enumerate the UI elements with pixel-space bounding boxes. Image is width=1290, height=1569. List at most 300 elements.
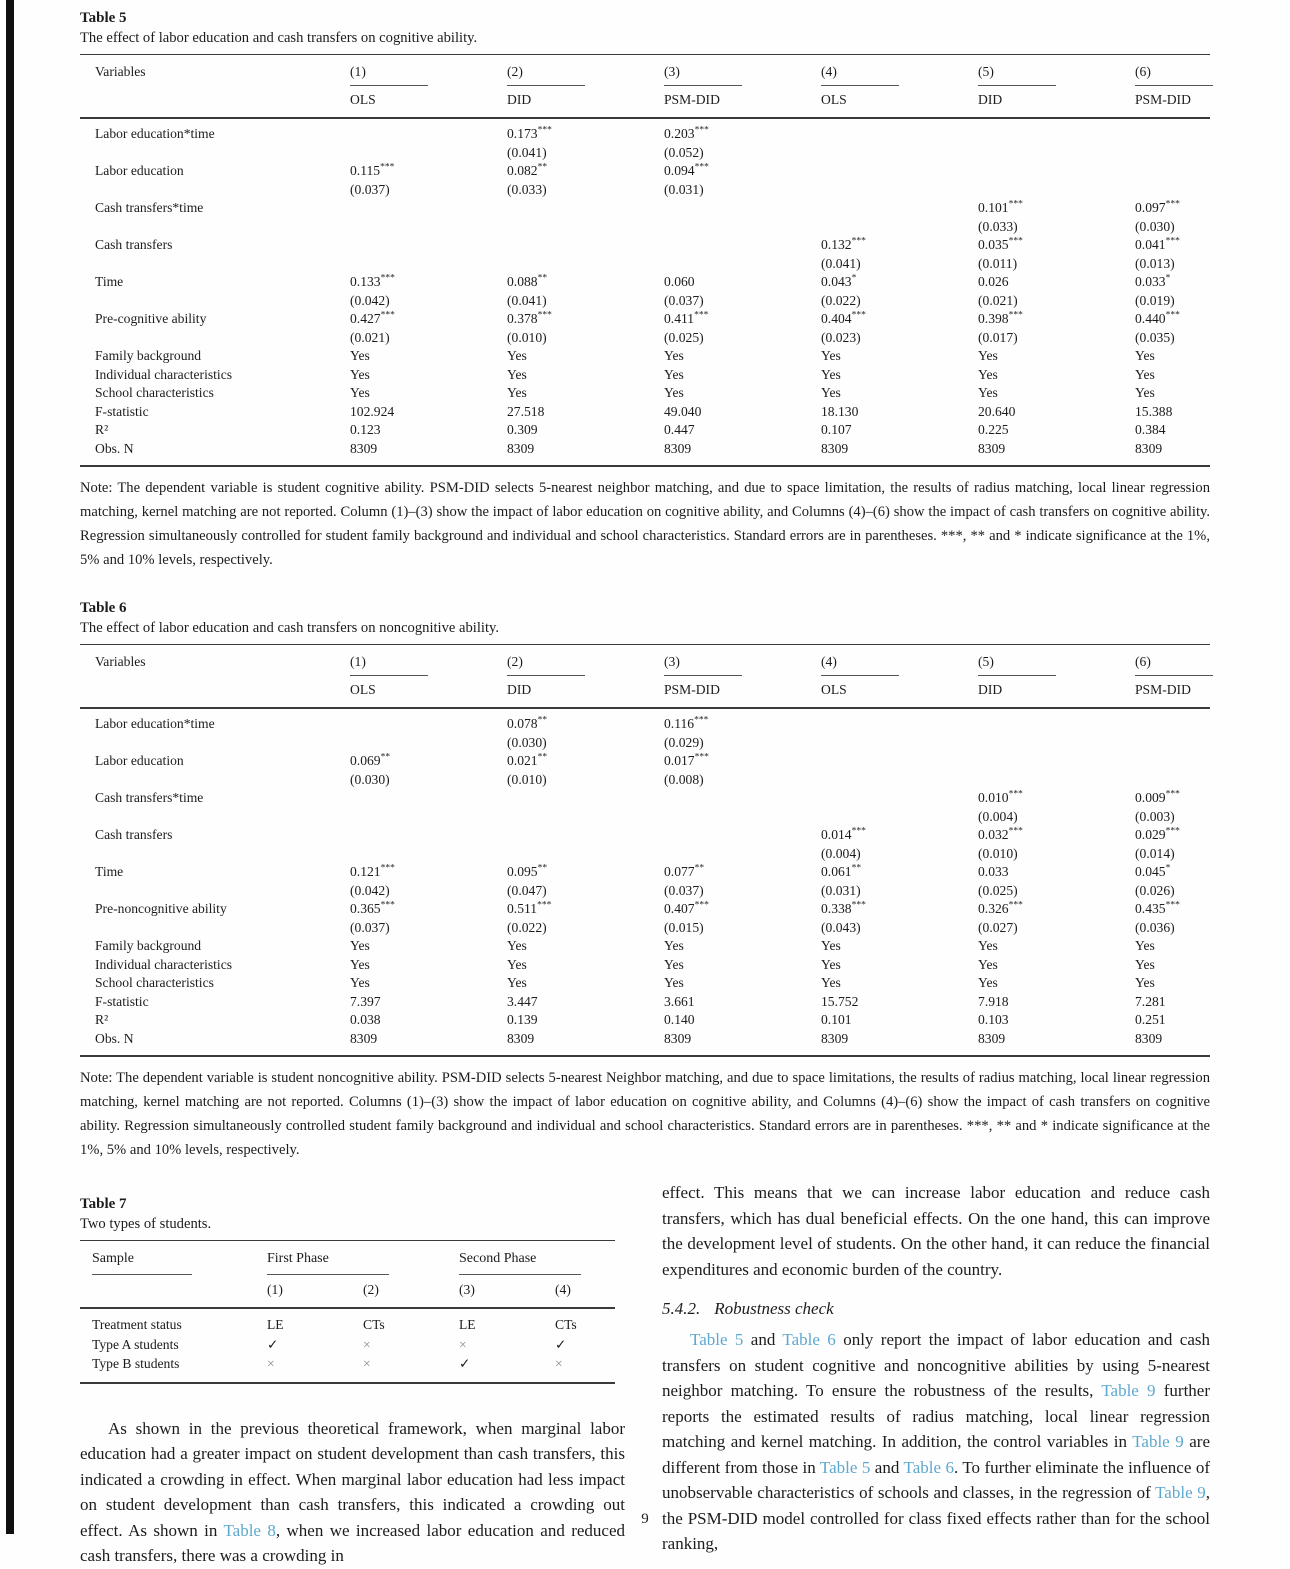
table-cell: 0.404*** [821,310,866,326]
table-cell: × [459,1336,467,1352]
column-method: OLS [350,682,376,697]
table-cell: 0.225 [978,422,1009,437]
table6-grid [80,644,1210,1057]
table-cell: 0.173*** [507,125,552,141]
table-cell: 0.060 [664,274,695,289]
table6-caption: The effect of labor education and cash transfers on noncognitive ability. [80,620,500,636]
row-label: F-statistic [95,993,149,1009]
table-cell: 0.378*** [507,310,552,326]
table-cell [664,845,821,864]
table6-header [80,645,1210,709]
table-cell: Yes [1135,348,1155,363]
table-cell [1135,125,1210,144]
column-number: (4) [821,63,899,86]
table-row [80,181,1210,200]
table-row [80,199,1210,218]
table-cell: (0.022) [821,292,861,308]
table-cell: Yes [821,938,841,953]
table-ref-link[interactable]: Table 5 [690,1330,744,1349]
table-cell: 0.338*** [821,900,866,916]
table5-section [80,8,1210,572]
table-cell: 7.397 [350,993,381,1009]
paragraph-text: are different from those in [662,1432,1210,1477]
table-cell [507,845,664,864]
column-number: (2) [507,63,585,86]
row-label: R² [95,422,109,437]
table-cell: (0.014) [1135,845,1175,861]
table-cell: (0.010) [507,329,547,345]
table-row [80,310,1210,329]
column-method: PSM-DID [1135,92,1191,107]
row-label: School characteristics [95,385,214,400]
row-label: Cash transfers*time [95,200,204,215]
table-cell [1135,162,1210,181]
column-number: (6) [1135,653,1213,676]
table-cell: Yes [664,938,684,953]
table-cell: LE [267,1317,284,1332]
table-row [80,845,1210,864]
table-cell: (0.052) [664,144,704,160]
table-cell: (0.030) [507,734,547,750]
table-cell: (0.037) [664,882,704,898]
table6-section [80,598,1210,1162]
table-cell [664,218,821,237]
table-cell: (0.041) [507,292,547,308]
table-cell: Yes [1135,975,1155,990]
table-cell: 0.033 [978,864,1009,879]
row-label: Individual characteristics [95,366,233,382]
table7-caption: Two types of students. [80,1216,212,1232]
table-cell: Yes [664,366,684,382]
table-cell: (0.010) [978,845,1018,861]
table-row [80,734,1210,753]
table-cell: 0.078** [507,715,548,731]
table-cell [350,218,507,237]
table-cell [978,181,1135,200]
table-cell [978,734,1135,753]
table-row [80,826,1210,845]
table-row [80,919,1210,938]
table-cell: 8309 [664,440,692,456]
table-cell [1135,181,1210,200]
table-cell [978,771,1135,790]
table-row [80,715,1210,734]
table-cell [350,826,507,845]
column-method: OLS [821,682,847,697]
table-cell: Yes [350,366,370,382]
table-cell: Yes [821,385,841,400]
table-cell [821,752,978,771]
table-cell: 8309 [1135,440,1163,456]
table-cell: Yes [821,975,841,990]
table5-body [80,119,1210,467]
table-cell: × [363,1356,371,1371]
table-cell [821,144,978,163]
table-row [80,144,1210,163]
table-cell: (0.021) [350,329,390,345]
table-cell [664,826,821,845]
table7-title: Table 7 [80,1196,127,1212]
table6-title: Table 6 [80,600,127,616]
table-row [80,1354,615,1374]
column-number: (5) [978,653,1056,676]
table-row [80,384,1210,403]
row-label: R² [95,1012,109,1027]
table-cell: 0.009*** [1135,789,1180,805]
table-row [80,863,1210,882]
table-row [80,366,1210,385]
column-method: OLS [350,92,376,107]
table-cell: 0.107 [821,422,852,437]
row-label: Pre-cognitive ability [95,311,207,326]
table-cell: 0.021** [507,752,548,768]
table-cell: (0.013) [1135,255,1175,271]
table-cell [978,125,1135,144]
table-cell: 0.017*** [664,752,709,768]
table-cell: 0.384 [1135,422,1166,437]
table-cell: ✓ [555,1336,567,1352]
body-paragraph-continuation: effect. This means that we can increase labor education and reduce cash transfers, which has dual beneficial effects. On the one hand, this can improve the development level of students. On the other hand, it can reduce the financial expenditures and economic burden of the country. [662,1183,1210,1279]
paragraph-text: and [870,1457,904,1477]
table-cell: Yes [821,348,841,363]
table6-note: Note: The dependent variable is student noncognitive ability. PSM-DID selects 5-nearest Neighbor matching, and due to space limitations, the results of radius matching, local linear regression matching, kernel matching are not reported. Columns (1)–(3) show the impact of labor education on cognitive ability, and Columns (4)–(6) show the impact of cash transfers on cognitive ability. Regression simultaneously controlled student family background and individual and school characteristics. Standard errors are in parentheses. ***, ** and * indicate significance at the 1%, 5% and 10% levels, respectively. [80,1070,1210,1158]
table-cell [821,808,978,827]
table-cell: 0.043* [821,273,857,289]
table-row [80,421,1210,440]
table-row [80,900,1210,919]
table-row [80,1335,615,1355]
table-cell: 8309 [350,1030,378,1046]
table-cell: 0.511*** [507,900,552,916]
row-label [95,771,350,790]
table-cell: (0.035) [1135,329,1175,345]
table-cell: 0.427*** [350,310,395,326]
table-cell: (0.047) [507,882,547,898]
table-row [80,329,1210,348]
row-label: Cash transfers [95,237,173,252]
table-cell: 0.032*** [978,826,1023,842]
table-row [80,125,1210,144]
table-cell: Yes [350,938,370,953]
table-cell: 8309 [821,440,849,456]
table-cell: 0.398*** [978,310,1023,326]
column-number: (3) [664,653,742,676]
table-cell [1135,715,1210,734]
table-cell [821,162,978,181]
row-label: Cash transfers*time [95,790,204,805]
table-cell [507,199,664,218]
table6-body [80,709,1210,1057]
table-cell: 0.045* [1135,863,1171,879]
table-cell [821,199,978,218]
table-cell: Yes [978,348,998,363]
row-label: School characteristics [95,975,214,990]
table-ref-link[interactable]: Table 6 [782,1330,836,1349]
row-label: Individual characteristics [95,956,233,972]
table-cell [350,845,507,864]
table-row [80,789,1210,808]
table-cell: (0.041) [821,255,861,271]
table-cell [1135,771,1210,790]
table-cell [664,789,821,808]
table-cell [1135,144,1210,163]
table-cell [821,181,978,200]
table-cell: 0.026 [978,274,1009,289]
table-cell: 8309 [978,440,1006,456]
paragraph-text: As shown in the previous theoretical framework, when marginal labor education had a greater impact on student development than cash transfers, this indicated a crowding in effect. When marginal labor education had less impact on student development than cash transfers, this indicated a crowding out effect. As shown in [80,1418,625,1540]
row-label [95,845,350,864]
table-cell: (0.017) [978,329,1018,345]
section-number: 5.4.2. [662,1299,701,1318]
paragraph-text: , the PSM-DID model controlled for class fixed effects rather than for the school ranking, [662,1483,1211,1553]
table-cell: 0.435*** [1135,900,1180,916]
table-cell: 0.014*** [821,826,866,842]
table-cell: Yes [1135,366,1155,382]
table-cell: 8309 [664,1030,692,1046]
column-number: (2) [507,653,585,676]
table-row [80,162,1210,181]
table-cell: (0.031) [664,181,704,197]
column-method: OLS [821,92,847,107]
table-ref-link[interactable]: Table 8 [223,1520,276,1540]
table-row [80,808,1210,827]
row-label: Time [95,864,124,879]
row-label: Type A students [92,1336,179,1352]
table-cell [664,199,821,218]
column-method: DID [978,92,1003,107]
column-method: DID [507,92,532,107]
body-paragraph-left [80,1416,625,1569]
table-cell: 0.010*** [978,789,1023,805]
table-cell [350,144,507,163]
table-ref-link[interactable]: Table 9 [1155,1483,1206,1502]
table-cell: 0.132*** [821,236,866,252]
row-label [95,329,350,348]
table-cell: 0.088** [507,273,548,289]
column-group-second-phase: Second Phase [459,1250,581,1275]
row-label [95,919,350,938]
table-cell: 15.388 [1135,403,1173,419]
table-cell: (0.043) [821,919,861,935]
table-cell: 102.924 [350,403,395,419]
row-label [95,144,350,163]
table-cell: 0.121*** [350,863,395,879]
paragraph-text: only report the impact of labor education and cash transfers on student cognitive and noncognitive abilities by using 5-nearest neighbor matching. To ensure the robustness of the results, [662,1330,1210,1400]
column-number: (5) [978,63,1056,86]
row-label: Family background [95,348,202,363]
table-cell [821,218,978,237]
table-cell [350,808,507,827]
row-label: Time [95,274,124,289]
table-cell [507,236,664,255]
table-cell: × [555,1356,563,1371]
table-cell: Yes [664,385,684,400]
section-heading [662,1296,1210,1321]
table-cell [821,125,978,144]
table-cell: 0.407*** [664,900,709,916]
column-number: (2) [363,1282,379,1297]
table-cell: (0.030) [350,771,390,787]
table-cell: 8309 [978,1030,1006,1046]
table7-header [80,1241,615,1309]
table-cell: 0.041*** [1135,236,1180,252]
table-cell [821,715,978,734]
table-cell [821,789,978,808]
table-cell: (0.037) [350,181,390,197]
table-cell: (0.029) [664,734,704,750]
table-cell: 15.752 [821,993,859,1009]
row-label: Cash transfers [95,827,173,842]
table-cell: Yes [978,975,998,990]
table-cell [507,826,664,845]
table-cell: 0.440*** [1135,310,1180,326]
table-cell [978,144,1135,163]
table-cell: 0.061** [821,863,862,879]
table-cell [350,199,507,218]
table-row [80,255,1210,274]
row-label: Labor education*time [95,716,215,731]
row-label [95,808,350,827]
table-cell: 8309 [350,440,378,456]
table-row [80,1011,1210,1030]
table-cell: CTs [363,1317,385,1332]
table-cell: (0.004) [821,845,861,861]
table-row [80,347,1210,366]
table-cell: 8309 [507,440,535,456]
table-cell: Yes [978,956,998,972]
table-cell [1135,752,1210,771]
table-cell [350,734,507,753]
table-cell: Yes [1135,956,1155,972]
table-cell: Yes [821,956,841,972]
table-row [80,440,1210,459]
column-header-variables: Variables [95,64,146,79]
table-row [80,771,1210,790]
table-cell: (0.042) [350,292,390,308]
column-number: (1) [267,1282,283,1297]
table-cell: Yes [664,348,684,363]
table-row [80,236,1210,255]
table-cell: Yes [1135,938,1155,953]
table-row [80,403,1210,422]
row-label: Labor education [95,753,184,768]
table-cell [978,752,1135,771]
table-row [80,974,1210,993]
table-cell: 0.035*** [978,236,1023,252]
table-cell: × [363,1336,371,1352]
table-cell [507,789,664,808]
table-cell: 0.116*** [664,715,709,731]
table-row [80,292,1210,311]
paragraph-text: and [743,1330,783,1349]
table-cell: (0.037) [350,919,390,935]
table-cell: LE [459,1317,476,1332]
table-cell: (0.022) [507,919,547,935]
column-method: DID [507,682,532,697]
table-cell [664,255,821,274]
table-cell: Yes [664,975,684,990]
table-cell [350,255,507,274]
table-cell: 0.309 [507,422,538,437]
table-cell [978,162,1135,181]
table-cell: (0.033) [507,181,547,197]
column-number: (6) [1135,63,1213,86]
table-cell: (0.008) [664,771,704,787]
table-cell [821,771,978,790]
table-cell [507,218,664,237]
table-cell [664,808,821,827]
table7-body [80,1309,615,1384]
table-cell [507,808,664,827]
scan-edge-artifact [6,0,14,1534]
table-cell: CTs [555,1317,577,1332]
table-cell: Yes [978,385,998,400]
table-cell: (0.010) [507,771,547,787]
table-cell [1135,734,1210,753]
table-cell: Yes [350,975,370,990]
row-label: Labor education*time [95,126,215,141]
table-ref-link[interactable]: Table 5 [819,1457,871,1477]
table-cell: 3.661 [664,993,695,1009]
table-cell: 0.097*** [1135,199,1180,215]
table-cell: 0.077** [664,863,705,879]
table-cell: (0.036) [1135,919,1175,935]
column-method: PSM-DID [664,682,720,697]
table-ref-link[interactable]: Table 9 [1101,1381,1156,1400]
table-cell: Yes [978,366,998,382]
table-cell: (0.021) [978,292,1018,308]
column-method: PSM-DID [664,92,720,107]
table5-title: Table 5 [80,10,127,26]
row-label: Family background [95,938,202,953]
table-cell: 0.203*** [664,125,709,141]
row-label: F-statistic [95,403,149,419]
table-cell: 0.447 [664,422,695,437]
table-cell: Yes [507,385,527,400]
table-cell: Yes [978,938,998,953]
table-cell: 0.094*** [664,162,709,178]
table-cell: 0.133*** [350,273,395,289]
table-ref-link[interactable]: Table 9 [1132,1432,1184,1451]
table-cell: 0.082** [507,162,548,178]
table-cell: ✓ [267,1336,279,1352]
table-cell: 20.640 [978,403,1016,419]
table-cell: (0.003) [1135,808,1175,824]
table7-section [80,1194,625,1384]
section-title: Robustness check [714,1299,834,1318]
table-cell: 18.130 [821,403,859,419]
page-number: 9 [641,1511,649,1527]
table-cell: Yes [507,348,527,363]
table-cell: ✓ [459,1356,471,1371]
column-group-first-phase: First Phase [267,1250,389,1275]
table-cell: (0.023) [821,329,861,345]
table-cell: (0.037) [664,292,704,308]
table-cell: 0.140 [664,1012,695,1027]
table-cell: 0.101 [821,1012,852,1027]
column-number: (1) [350,63,428,86]
table-cell: (0.027) [978,919,1018,935]
column-header-variables: Variables [95,654,146,669]
paragraph-text: , when we increased labor education and reduced cash transfers, there was a crowding in [80,1520,626,1565]
table-ref-link[interactable]: Table 6 [903,1457,954,1477]
table7-grid [80,1240,615,1384]
table-cell: 0.101*** [978,199,1023,215]
table-cell: 0.251 [1135,1012,1166,1027]
row-label: Pre-noncognitive ability [95,901,227,916]
table-cell [821,734,978,753]
row-label: Labor education [95,163,184,178]
